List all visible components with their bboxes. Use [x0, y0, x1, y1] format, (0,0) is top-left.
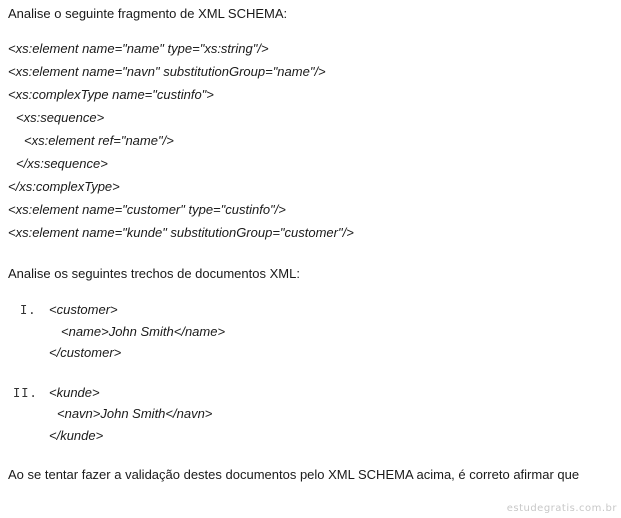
question-text: Ao se tentar fazer a validação destes documentos pelo XML SCHEMA acima, é correto afirmar que: [8, 467, 580, 482]
document-line: </customer>: [49, 345, 122, 360]
document-numeral: I.: [20, 303, 37, 317]
schema-line: </xs:sequence>: [16, 156, 108, 171]
schema-line: <xs:element ref="name"/>: [24, 133, 174, 148]
schema-line: <xs:element name="customer" type="custinfo"/>: [8, 202, 286, 217]
schema-line: <xs:element name="kunde" substitutionGroup="customer"/>: [8, 225, 354, 240]
document-line: <name>John Smith</name>: [61, 324, 226, 339]
document-line: <kunde>: [49, 385, 100, 400]
schema-line: </xs:complexType>: [8, 179, 120, 194]
watermark: estudegratis.com.br: [506, 503, 617, 514]
document-numeral: II.: [13, 386, 38, 400]
schema-line: <xs:complexType name="custinfo">: [8, 87, 214, 102]
document-line: <navn>John Smith</navn>: [57, 406, 213, 421]
document-line: </kunde>: [49, 428, 104, 443]
schema-line: <xs:element name="name" type="xs:string"/>: [8, 41, 269, 56]
document-line: <customer>: [49, 302, 118, 317]
documents-intro-text: Analise os seguintes trechos de documentos XML:: [8, 266, 300, 281]
schema-line: <xs:element name="navn" substitutionGroup="name"/>: [8, 64, 326, 79]
intro-text: Analise o seguinte fragmento de XML SCHEMA:: [8, 6, 288, 21]
schema-line: <xs:sequence>: [16, 110, 105, 125]
